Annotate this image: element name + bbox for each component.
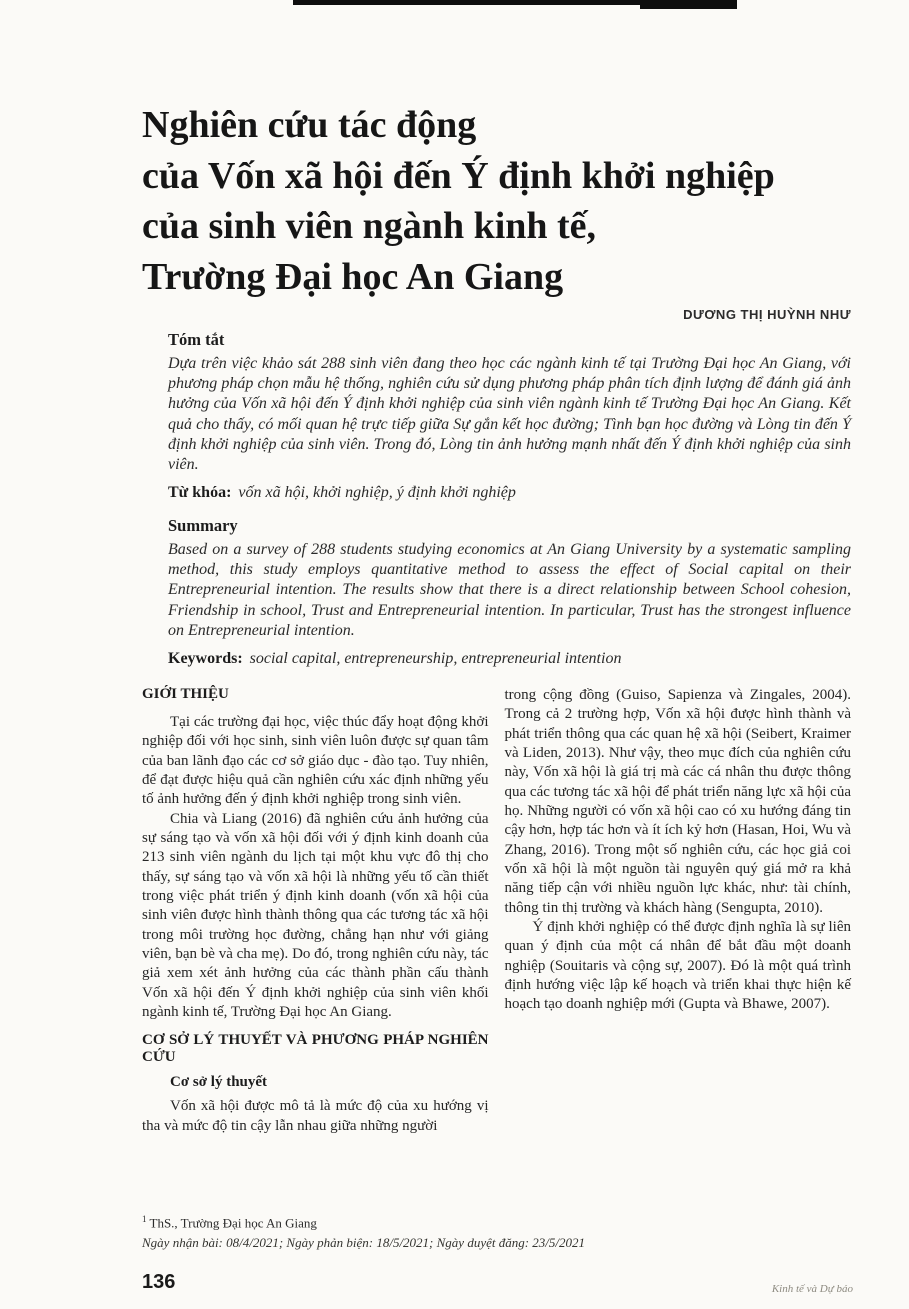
author-name: DƯƠNG THỊ HUỲNH NHƯ	[683, 307, 851, 323]
title-line-2: của Vốn xã hội đến Ý định khởi nghiệp	[142, 154, 775, 197]
keywords-en: social capital, entrepreneurship, entrepreneurial intention	[249, 649, 622, 667]
journal-name: Kinh tế và Dự báo	[771, 1283, 853, 1295]
keywords-vi-line	[142, 484, 851, 502]
right-column	[505, 686, 852, 1136]
affiliation-note	[142, 1214, 702, 1231]
intro-paragraph-1: Tại các trường đại học, việc thúc đẩy hoạt động khởi nghiệp đối với học sinh, sinh viên luôn được sự quan tâm của ban lãnh đạo các cơ sở giáo dục - đào tạo. Tuy nhiên, để đạt được hiệu quả cần nghiên cứu xác định những yếu tố ảnh hưởng đến ý định khởi nghiệp trong sinh viên.	[142, 713, 489, 808]
theory-paragraph-1: Vốn xã hội được mô tả là mức độ của xu hướng vị tha và mức độ tin cậy lẫn nhau giữa những người	[142, 1098, 489, 1134]
title-line-4: Trường Đại học An Giang	[142, 255, 564, 298]
section-heading-co-so-ly-thuyet: CƠ SỞ LÝ THUYẾT VÀ PHƯƠNG PHÁP NGHIÊN CỨU	[142, 1032, 489, 1066]
keywords-label-vi: Từ khóa:	[168, 484, 232, 502]
abstract-vi-section	[142, 330, 851, 475]
right-col-paragraph-1: trong cộng đồng (Guiso, Sapienza và Zingales, 2004). Trong cả 2 trường hợp, Vốn xã hội được hình thành và phát triển thông qua các quan hệ xã hội (Seibert, Kraimer và Liden, 2013). Như vậy, theo mục đích của nghiên cứu này, Vốn xã hội là giá trị mà các cá nhân thu được thông qua các tương tác xã hội để phát triển năng lực xã hội của họ. Những người có vốn xã hội cao có xu hướng đáng tin cậy hơn, hợp tác hơn và ít ích kỷ hơn (Hasan, Hoi, Wu và Zhang, 2016). Trong một số nghiên cứu, các học giả coi vốn xã hội là một nguồn tài nguyên quý giá mở ra khả năng tiếp cận với nhiều nguồn lực khác, như: tài chính, thông tin thị trường và khách hàng (Sengupta, 2010).	[504, 686, 851, 916]
right-col-paragraph-2: Ý định khởi nghiệp có thể được định nghĩa là sự liên quan ý định của một cá nhân để bắt đầu một doanh nghiệp (Souitaris và cộng sự, 2007). Đó là một quá trình định hướng việc lập kế hoạch và triển khai thực hiện kế hoạch tạo doanh nghiệp mới (Gupta và Bhawe, 2007).	[504, 918, 851, 1013]
article-title	[142, 100, 851, 302]
footnote-marker: 1	[142, 1214, 147, 1224]
abstract-heading-en: Summary	[168, 516, 238, 536]
keywords-en-line	[142, 650, 851, 668]
title-line-3: của sinh viên ngành kinh tế,	[142, 205, 597, 248]
abstract-en-section	[142, 516, 851, 641]
footnote	[142, 1214, 702, 1251]
abstract-body-en: Based on a survey of 288 students studying economics at An Giang University by a systematic sampling method, this study employs quantitative method to assess the effect of Social capital on their Entrepreneurial intention. The results show that there is a direct relationship between School cohesion, Friendship in school, Trust and Entrepreneurial intention. In particular, Trust has the strongest influence on Entrepreneurial intention.	[168, 541, 851, 639]
subsection-heading-co-so-ly-thuyet: Cơ sở lý thuyết	[170, 1074, 268, 1091]
abstract-heading-vi: Tóm tắt	[168, 330, 225, 350]
abstract-body-vi: Dựa trên việc khảo sát 288 sinh viên đang theo học các ngành kinh tế tại Trường Đại học An Giang, với phương pháp chọn mẫu hệ thống, nghiên cứu sử dụng phương pháp phân tích định lượng để đánh giá ảnh hưởng của Vốn xã hội đến Ý định khởi nghiệp của sinh viên ngành kinh tế Trường Đại học An Giang. Kết quả cho thấy, có mối quan hệ trực tiếp giữa Sự gắn kết học đường; Tình bạn học đường và Lòng tin đến Ý định khởi nghiệp của sinh viên. Trong đó, Lòng tin ảnh hưởng mạnh nhất đến Ý định khởi nghiệp của sinh viên.	[168, 355, 851, 473]
keywords-label-en: Keywords:	[168, 649, 243, 667]
section-heading-gioi-thieu: GIỚI THIỆU	[142, 685, 229, 702]
intro-paragraph-2: Chia và Liang (2016) đã nghiên cứu ảnh hưởng của sự sáng tạo và vốn xã hội đối với ý định kinh doanh của 213 sinh viên ngành du lịch tại một khu vực đô thị cho thấy, sự sáng tạo và vốn xã hội là những yếu tố cần thiết trong việc phát triển ý định kinh doanh (vốn xã hội của sinh viên được hình thành thông qua các tương tác xã hội trong môi trường học đường, chẳng hạn như với giảng viên, bạn bè và cha mẹ). Do đó, trong nghiên cứu này, tác giả xem xét ảnh hưởng của các thành phần cấu thành Vốn xã hội đến Ý định khởi nghiệp của sinh viên khối ngành kinh tế, Trường Đại học An Giang.	[142, 810, 489, 1020]
two-column-body	[142, 686, 851, 1136]
review-dates: Ngày nhận bài: 08/4/2021; Ngày phản biện: 18/5/2021; Ngày duyệt đăng: 23/5/2021	[142, 1235, 586, 1251]
keywords-vi: vốn xã hội, khởi nghiệp, ý định khởi nghiệp	[238, 484, 516, 502]
scan-artifact-bar-left	[293, 0, 640, 5]
page-number: 136	[142, 1271, 176, 1293]
affiliation-text: ThS., Trường Đại học An Giang	[149, 1215, 317, 1231]
scan-artifact-bar-right	[640, 0, 737, 9]
title-line-1: Nghiên cứu tác động	[142, 104, 477, 146]
left-column	[142, 686, 489, 1136]
